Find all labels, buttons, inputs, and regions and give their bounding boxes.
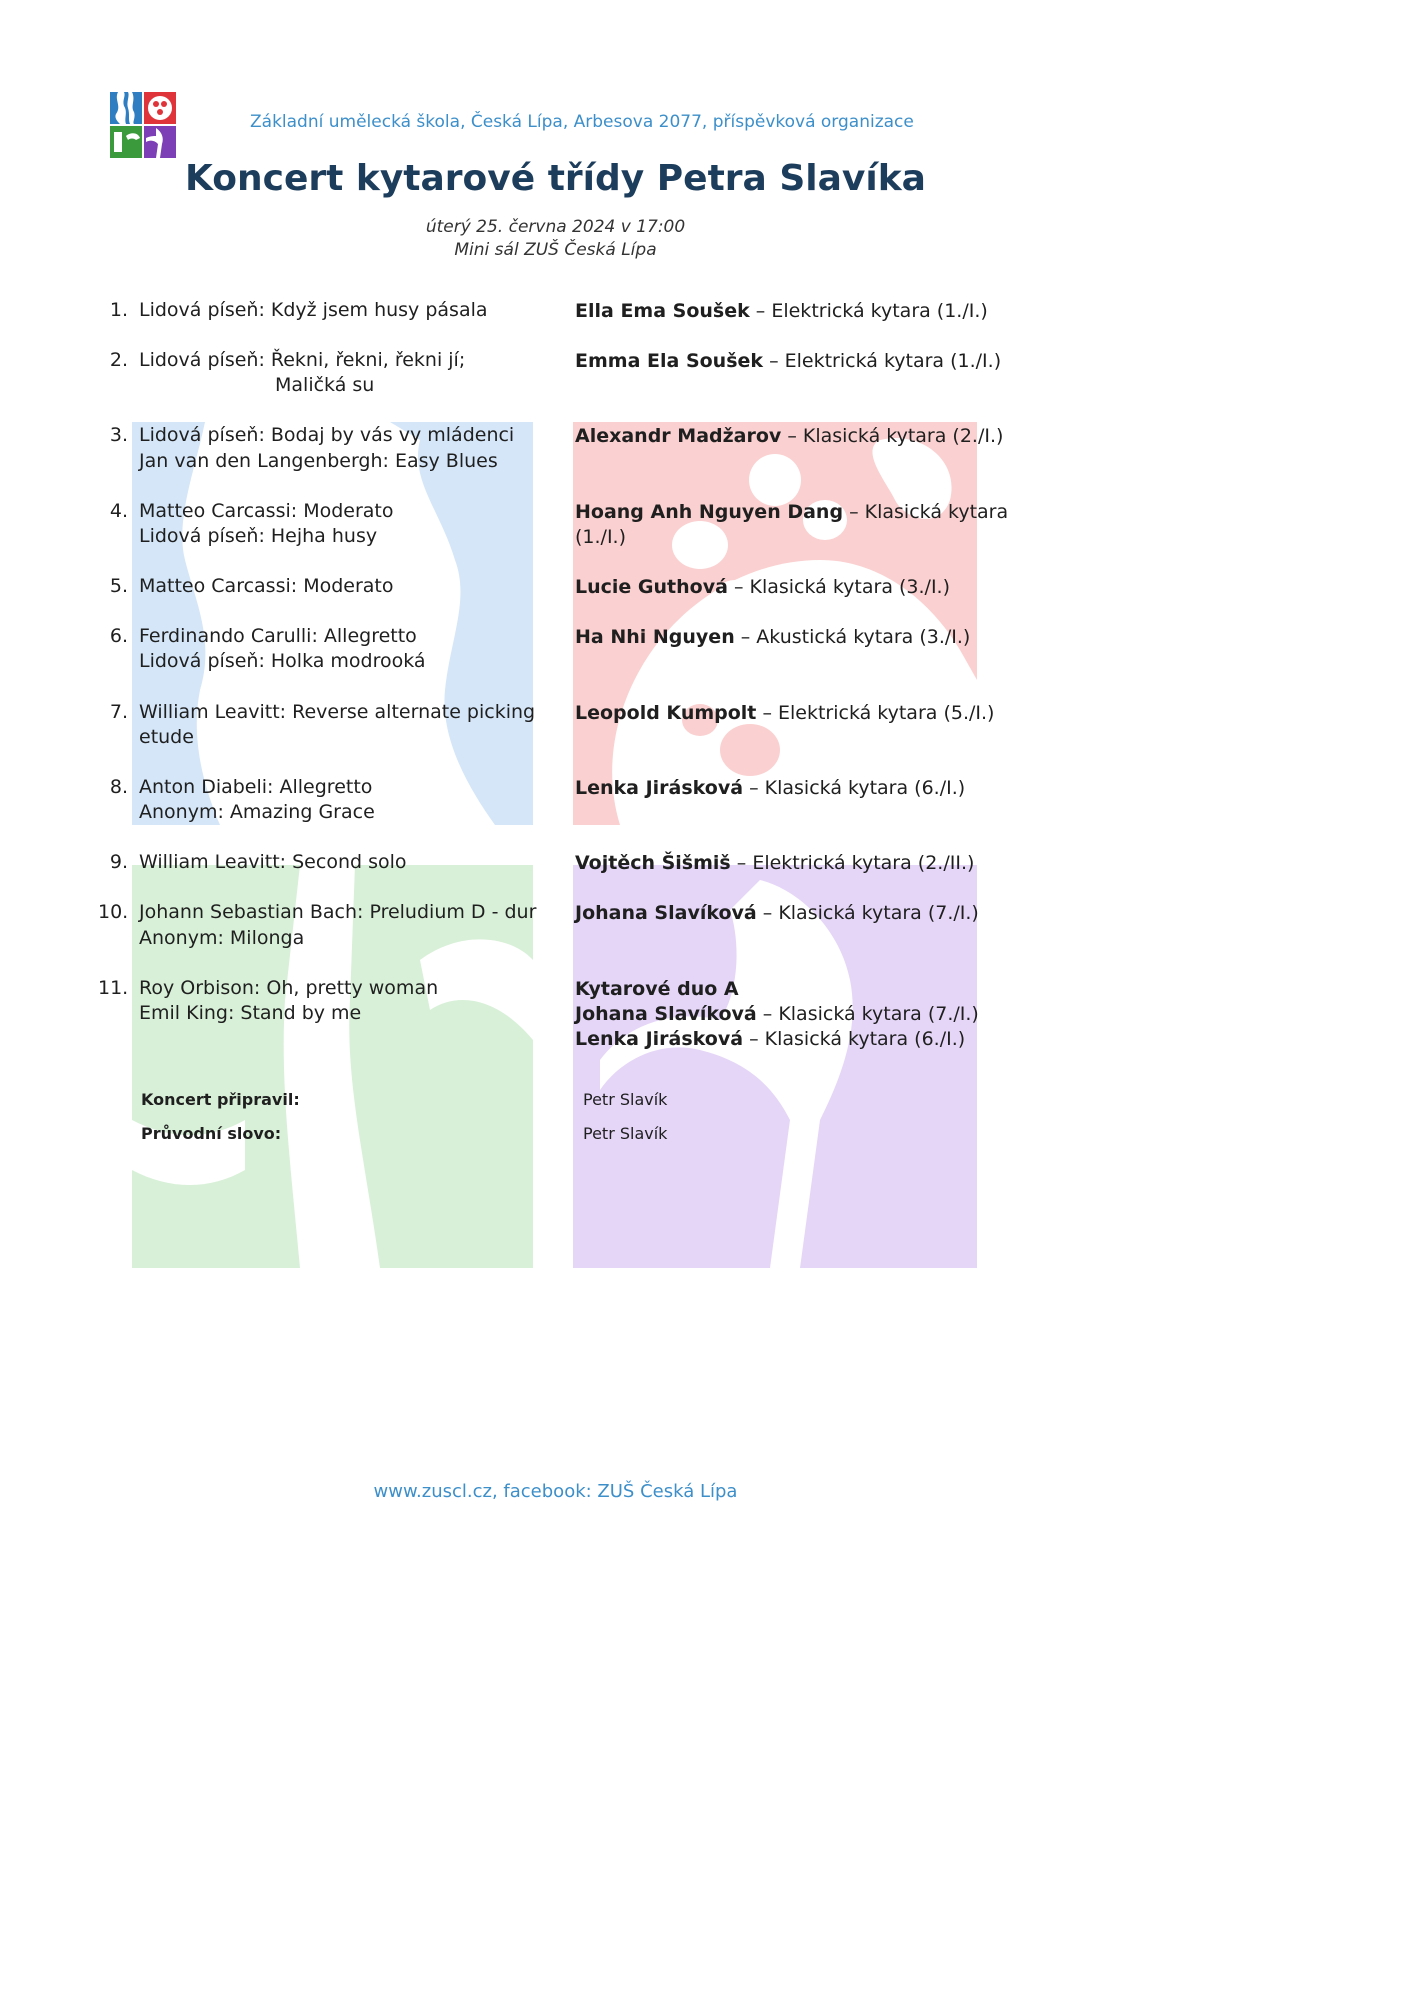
piece-title: Anonym: Milonga — [139, 927, 305, 949]
piece-title: Lidová píseň: Hejha husy — [139, 525, 378, 547]
piece-title: Roy Orbison: Oh, pretty woman — [139, 977, 439, 999]
credit-value-host: Petr Slavík — [583, 1124, 668, 1143]
performer — [575, 349, 1015, 374]
item-number: 2. — [109, 349, 128, 371]
performer — [575, 1027, 1015, 1052]
item-number: 4. — [109, 500, 128, 522]
page-title: Koncert kytarové třídy Petra Slavíka — [185, 158, 926, 199]
piece-title: Jan van den Langenbergh: Easy Blues — [139, 450, 498, 472]
credit-value-prepared-by: Petr Slavík — [583, 1090, 668, 1109]
performer-name: Lenka Jirásková — [575, 1028, 744, 1050]
performer-instrument: – Akustická kytara (3./I.) — [740, 626, 971, 648]
performer-instrument: – Klasická kytara (6./I.) — [749, 1028, 966, 1050]
performer-name: Johana Slavíková — [575, 1003, 757, 1025]
performer-name: Lucie Guthová — [575, 576, 728, 598]
performer-name: Johana Slavíková — [575, 902, 757, 924]
performer — [575, 299, 1015, 324]
watermark-red-quadrant — [573, 422, 977, 825]
item-number: 11. — [98, 977, 129, 999]
piece-title: Lidová píseň: Když jsem husy pásala — [139, 299, 488, 321]
piece-title: Lidová píseň: Holka modrooká — [139, 650, 426, 672]
performer — [575, 575, 1015, 600]
piece-title: Anonym: Amazing Grace — [139, 801, 375, 823]
piece-title: Anton Diabeli: Allegretto — [139, 776, 373, 798]
item-number: 1. — [109, 299, 128, 321]
piece-title: Ferdinando Carulli: Allegretto — [139, 625, 417, 647]
performer — [575, 625, 1015, 650]
piece-title: etude — [139, 726, 194, 748]
performer-instrument: – Klasická kytara (2./I.) — [787, 425, 1004, 447]
performer — [575, 901, 1015, 926]
performer-instrument: – Klasická kytara (7./I.) — [762, 902, 979, 924]
performer-instrument: – Klasická kytara (6./I.) — [749, 777, 966, 799]
watermark-blue-quadrant — [132, 422, 536, 825]
piece-title: Matteo Carcassi: Moderato — [139, 500, 394, 522]
item-number: 10. — [98, 901, 129, 923]
ensemble-name: Kytarové duo A — [575, 978, 739, 1000]
performer — [575, 701, 1015, 726]
performer-instrument: – Elektrická kytara (1./I.) — [755, 300, 988, 322]
concert-date: úterý 25. června 2024 v 17:00 — [425, 217, 686, 237]
credit-label-prepared-by: Koncert připravil: — [141, 1090, 300, 1109]
item-number: 9. — [109, 851, 128, 873]
performer-name: Hoang Anh Nguyen Dang — [575, 501, 844, 523]
item-number: 8. — [109, 776, 128, 798]
performer-name: Lenka Jirásková — [575, 777, 744, 799]
performer-name: Emma Ela Soušek — [575, 350, 764, 372]
item-number: 5. — [109, 575, 128, 597]
piece-title: Emil King: Stand by me — [139, 1002, 362, 1024]
performer-name: Vojtěch Šišmiš — [575, 852, 731, 874]
performer-instrument: – Elektrická kytara (2./II.) — [736, 852, 975, 874]
performer — [575, 500, 1015, 550]
footer-links[interactable]: www.zuscl.cz, facebook: ZUŠ Česká Lípa — [373, 1481, 738, 1502]
performer-instrument: – Klasická kytara (3./I.) — [733, 576, 951, 598]
school-name: Základní umělecká škola, Česká Lípa, Arbesova 2077, příspěvková organizace — [250, 112, 914, 132]
piece-title: Matteo Carcassi: Moderato — [139, 575, 394, 597]
performer — [575, 776, 1015, 801]
performer-instrument: – Klasická kytara (7./I.) — [762, 1003, 979, 1025]
credit-label-host: Průvodní slovo: — [141, 1124, 282, 1143]
school-logo — [110, 92, 176, 158]
performer-name: Leopold Kumpolt — [575, 702, 757, 724]
performer — [575, 851, 1015, 876]
piece-title: Maličká su — [275, 374, 375, 396]
item-number: 7. — [109, 701, 128, 723]
piece-title: Lidová píseň: Řekni, řekni, řekni jí; — [139, 349, 466, 371]
performer — [575, 977, 1015, 1002]
concert-venue: Mini sál ZUŠ Česká Lípa — [454, 240, 657, 260]
watermark-green-quadrant — [132, 865, 533, 1268]
performer-instrument: – Elektrická kytara (5./I.) — [762, 702, 995, 724]
performer-name: Ha Nhi Nguyen — [575, 626, 735, 648]
performer — [575, 1002, 1015, 1027]
item-number: 3. — [109, 424, 128, 446]
piece-title: Lidová píseň: Bodaj by vás vy mládenci — [139, 424, 515, 446]
performer-instrument: – Elektrická kytara (1./I.) — [769, 350, 1002, 372]
piece-title: William Leavitt: Reverse alternate picking — [139, 701, 536, 723]
piece-title: William Leavitt: Second solo — [139, 851, 407, 873]
item-number: 6. — [109, 625, 128, 647]
performer-instrument: – Klasická kytara (1./I.) — [575, 501, 1009, 548]
performer — [575, 424, 1015, 449]
performer-name: Alexandr Madžarov — [575, 425, 782, 447]
piece-title: Johann Sebastian Bach: Preludium D - dur — [139, 901, 537, 923]
performer-name: Ella Ema Soušek — [575, 300, 750, 322]
